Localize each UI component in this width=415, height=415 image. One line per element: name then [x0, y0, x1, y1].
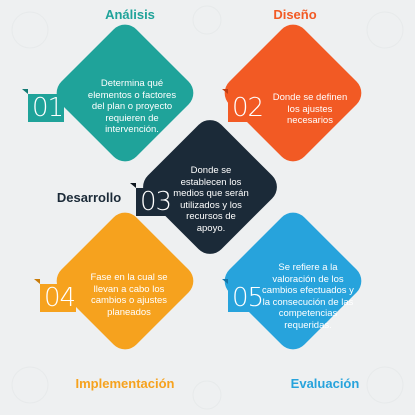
step-04-number: 04: [44, 283, 76, 313]
step-03-number: 03: [140, 187, 172, 217]
step-01-description: Determina qué elementos o factores del plan o proyecto requieren de intervención.: [87, 78, 177, 135]
step-01-number: 01: [32, 93, 64, 123]
step-05-number: 05: [232, 283, 264, 313]
step-05-title: Evaluación: [290, 376, 360, 391]
step-02-description: Donde se definen los ajustes necesarios: [272, 92, 348, 126]
step-05-description: Se refiere a la valoración de los cambios efectuados y la consecución de las competencias requeridas.: [262, 262, 354, 331]
step-04-description: Fase en la cual se llevan a cabo los cambios o ajustes planeados: [90, 272, 168, 318]
step-02-title: Diseño: [273, 7, 317, 22]
step-02-number: 02: [232, 93, 264, 123]
step-03-description: Donde se establecen los medios que serán utilizados y los recursos de apoyo.: [173, 165, 249, 234]
step-01-title: Análisis: [105, 7, 155, 22]
step-03-title: Desarrollo: [56, 190, 122, 205]
step-04-title: Implementación: [75, 376, 175, 391]
